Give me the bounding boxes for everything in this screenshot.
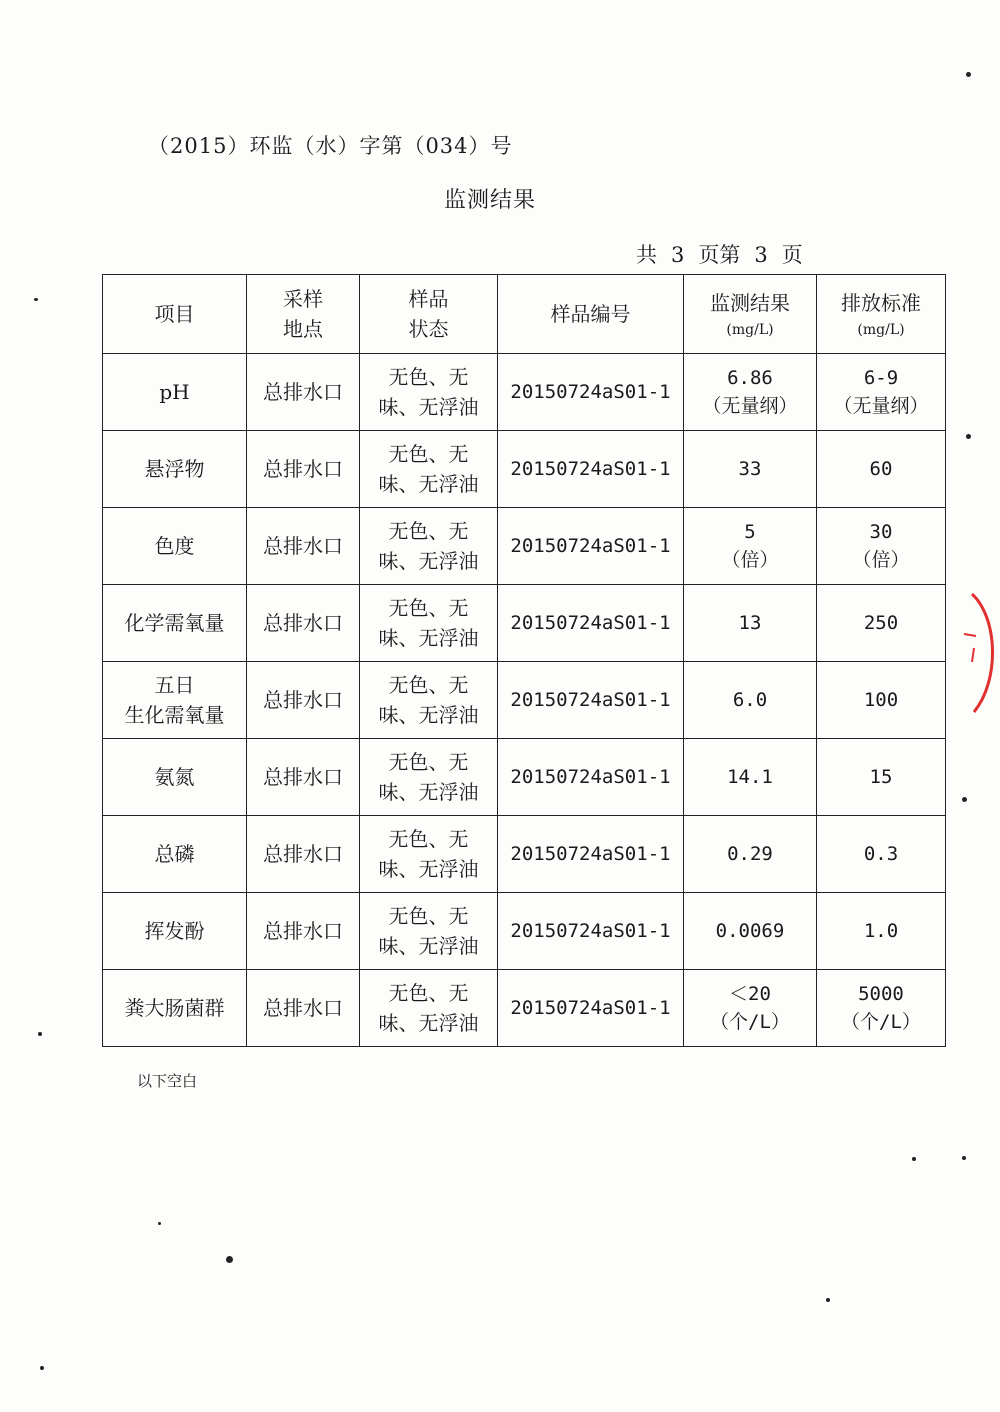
header-sample-state: [360, 275, 498, 354]
scan-speck: [912, 1157, 916, 1161]
standard-line: 60: [869, 457, 893, 480]
cell-item: [103, 508, 247, 585]
table-row: [103, 893, 946, 970]
table-row: [103, 431, 946, 508]
table-row: [103, 816, 946, 893]
state-line: 味、无浮油: [378, 549, 479, 573]
state-line: 无色、无: [388, 442, 469, 466]
result-line: 0.0069: [715, 919, 785, 942]
result-line: （倍）: [721, 549, 779, 571]
cell-result: [684, 739, 817, 816]
cell-sample-id: 20150724aS01-1: [498, 970, 684, 1047]
cell-item: [103, 662, 247, 739]
header-location-line-1: 采样: [283, 287, 323, 311]
result-line: 6.86: [727, 366, 773, 389]
cell-sample-state: [360, 893, 498, 970]
cell-sample-state: [360, 354, 498, 431]
state-line: 味、无浮油: [378, 703, 479, 727]
scan-speck: [962, 797, 967, 802]
state-line: 无色、无: [388, 981, 469, 1005]
result-line: 0.29: [727, 842, 773, 865]
header-sampling-location: [247, 275, 360, 354]
cell-sampling-location: 总排水口: [247, 739, 360, 816]
table-row: [103, 508, 946, 585]
cell-standard: [817, 662, 946, 739]
item-line: 总磷: [154, 842, 195, 866]
cell-result: [684, 354, 817, 431]
monitoring-results-table: [102, 274, 946, 1047]
cell-item: [103, 970, 247, 1047]
cell-standard: [817, 970, 946, 1047]
cell-standard: [817, 354, 946, 431]
cell-sampling-location: 总排水口: [247, 662, 360, 739]
state-line: 无色、无: [388, 673, 469, 697]
state-line: 无色、无: [388, 365, 469, 389]
state-line: 味、无浮油: [378, 626, 479, 650]
cell-standard: [817, 739, 946, 816]
cell-item: [103, 585, 247, 662]
standard-line: 5000: [858, 982, 904, 1005]
cell-sample-id: 20150724aS01-1: [498, 431, 684, 508]
standard-line: （个/L）: [841, 1011, 921, 1033]
cell-sampling-location: 总排水口: [247, 354, 360, 431]
item-line: 粪大肠菌群: [124, 996, 225, 1020]
cell-standard: [817, 585, 946, 662]
table-header-row: [103, 275, 946, 354]
document-title: 监测结果: [443, 188, 536, 213]
scan-speck: [826, 1298, 830, 1302]
cell-standard: [817, 431, 946, 508]
table-row: [103, 354, 946, 431]
item-line: 氨氮: [154, 765, 195, 789]
state-line: 无色、无: [388, 904, 469, 928]
header-result-unit: (mg/L): [726, 321, 774, 338]
cell-item: [103, 739, 247, 816]
item-line: 生化需氧量: [124, 703, 225, 727]
cell-item: [103, 816, 247, 893]
state-line: 味、无浮油: [378, 857, 479, 881]
header-state-line-1: 样品: [408, 287, 449, 311]
table-row: [103, 585, 946, 662]
cell-sample-id: 20150724aS01-1: [498, 585, 684, 662]
page-count: [636, 239, 803, 269]
standard-line: 30: [869, 520, 893, 543]
header-item: 项目: [103, 275, 247, 354]
result-line: 33: [738, 457, 762, 480]
header-result: [684, 275, 817, 354]
cell-result: [684, 508, 817, 585]
footer-note: 以下空白: [137, 1072, 198, 1090]
table-row: [103, 739, 946, 816]
state-line: 无色、无: [388, 596, 469, 620]
scan-speck: [34, 298, 38, 301]
standard-line: （无量纲）: [833, 395, 929, 417]
cell-sampling-location: 总排水口: [247, 431, 360, 508]
document-number: （2015）环监（水）字第（034）号: [148, 134, 513, 158]
state-line: 味、无浮油: [378, 780, 479, 804]
standard-line: 250: [863, 611, 899, 634]
cell-sample-state: [360, 970, 498, 1047]
item-line: 色度: [154, 534, 195, 558]
scan-speck: [226, 1256, 233, 1263]
cell-sample-state: [360, 662, 498, 739]
cell-item: [103, 893, 247, 970]
scan-speck: [40, 1366, 44, 1370]
cell-result: [684, 431, 817, 508]
cell-sampling-location: 总排水口: [247, 508, 360, 585]
state-line: 味、无浮油: [378, 1011, 479, 1035]
cell-sample-id: 20150724aS01-1: [498, 739, 684, 816]
result-line: 6.0: [732, 688, 768, 711]
header-state-line-2: 状态: [408, 317, 449, 341]
item-line: 五日: [154, 673, 195, 697]
scan-speck: [966, 72, 971, 77]
result-line: （无量纲）: [702, 395, 798, 417]
header-standard-label: 排放标准: [841, 290, 921, 315]
page-count-suffix: 页: [781, 243, 803, 267]
cell-standard: [817, 893, 946, 970]
cell-sample-state: [360, 431, 498, 508]
cell-result: [684, 662, 817, 739]
header-standard-unit: (mg/L): [857, 321, 905, 338]
header-sample-id: 样品编号: [498, 275, 684, 354]
standard-line: 1.0: [863, 919, 899, 942]
header-result-label: 监测结果: [710, 290, 790, 315]
red-seal-stamp-fragment: [952, 588, 1000, 718]
standard-line: 15: [869, 765, 893, 788]
cell-standard: [817, 508, 946, 585]
cell-sampling-location: 总排水口: [247, 816, 360, 893]
cell-sample-id: 20150724aS01-1: [498, 893, 684, 970]
cell-sample-state: [360, 739, 498, 816]
result-line: ＜20: [729, 982, 771, 1005]
state-line: 味、无浮油: [378, 472, 479, 496]
table-row: [103, 662, 946, 739]
cell-sample-id: 20150724aS01-1: [498, 662, 684, 739]
cell-sampling-location: 总排水口: [247, 970, 360, 1047]
header-standard: [817, 275, 946, 354]
header-location-line-2: 地点: [283, 317, 323, 341]
cell-item: [103, 354, 247, 431]
item-line: 挥发酚: [144, 919, 205, 943]
standard-line: （倍）: [852, 549, 910, 571]
page-current: 3: [754, 243, 768, 267]
scan-speck: [962, 1156, 966, 1160]
cell-sample-id: 20150724aS01-1: [498, 354, 684, 431]
table-body: [103, 354, 946, 1047]
table-row: [103, 970, 946, 1047]
state-line: 味、无浮油: [378, 395, 479, 419]
state-line: 味、无浮油: [378, 934, 479, 958]
cell-sampling-location: 总排水口: [247, 585, 360, 662]
cell-result: [684, 585, 817, 662]
result-line: （个/L）: [710, 1011, 790, 1033]
result-line: 13: [738, 611, 762, 634]
cell-result: [684, 893, 817, 970]
item-line: 悬浮物: [144, 457, 205, 481]
scan-speck: [38, 1032, 42, 1036]
cell-sample-id: 20150724aS01-1: [498, 508, 684, 585]
cell-result: [684, 970, 817, 1047]
standard-line: 0.3: [863, 842, 899, 865]
cell-sample-state: [360, 508, 498, 585]
scan-speck: [966, 434, 971, 439]
page-count-prefix: 共: [636, 243, 657, 267]
standard-line: 100: [863, 688, 899, 711]
cell-standard: [817, 816, 946, 893]
cell-sample-state: [360, 816, 498, 893]
standard-line: 6-9: [863, 366, 899, 389]
item-line: 化学需氧量: [124, 611, 225, 635]
item-line: pH: [159, 380, 190, 404]
cell-sample-id: 20150724aS01-1: [498, 816, 684, 893]
page-count-middle: 页第: [698, 243, 741, 267]
state-line: 无色、无: [388, 827, 469, 851]
scan-speck: [158, 1222, 161, 1225]
result-line: 5: [744, 520, 756, 543]
cell-item: [103, 431, 247, 508]
state-line: 无色、无: [388, 519, 469, 543]
result-line: 14.1: [727, 765, 773, 788]
cell-result: [684, 816, 817, 893]
page-total: 3: [671, 243, 685, 267]
state-line: 无色、无: [388, 750, 469, 774]
cell-sample-state: [360, 585, 498, 662]
cell-sampling-location: 总排水口: [247, 893, 360, 970]
